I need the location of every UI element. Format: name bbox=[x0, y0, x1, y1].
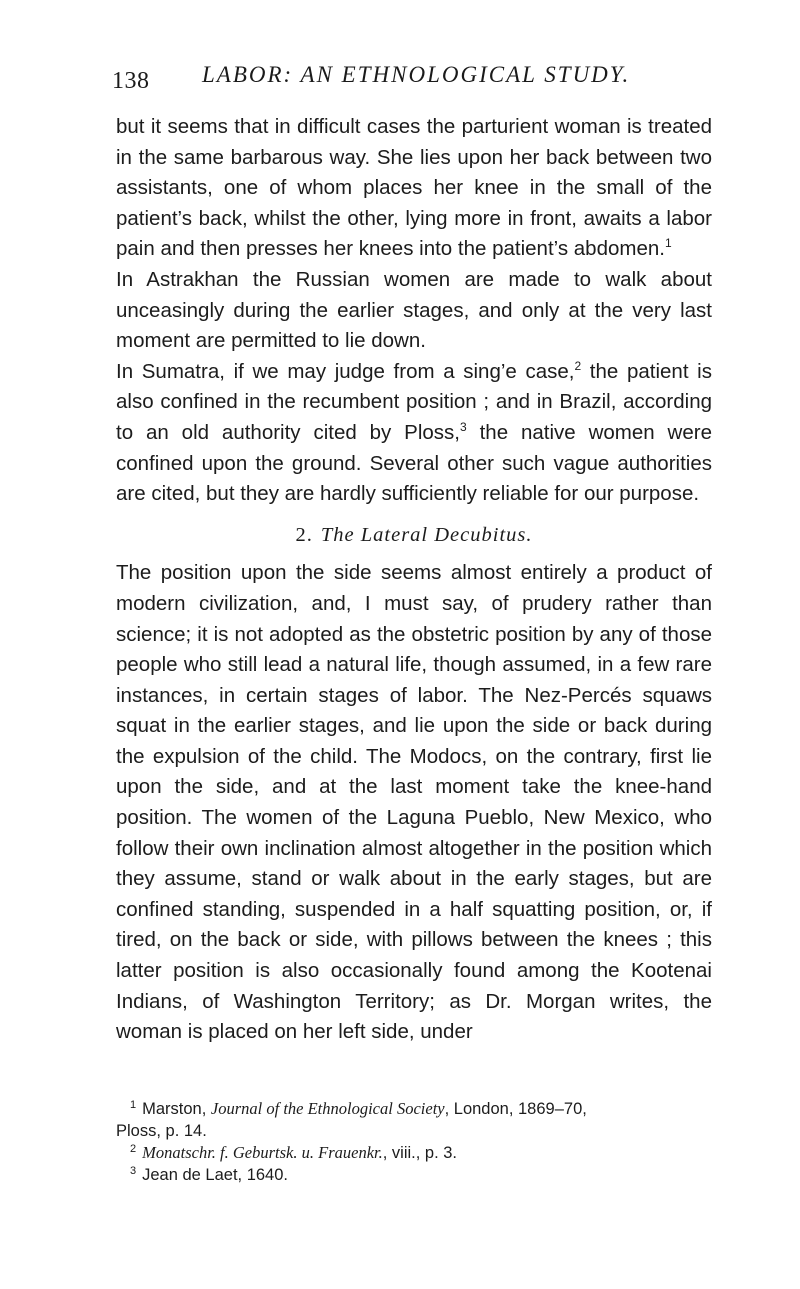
paragraph-4: The position upon the side seems almost entirely a product of modern civilization, and, I must say, of prudery rather than science; it is not adopted as the obstetric position by any of those people who still lead a natural life, though assumed, in a few rare instances, in certain stages of labor. The Nez-Percés squaws squat in the earlier stages, and lie upon the side or back during the expulsion of the child. The Modocs, on the contrary, first lie upon the side, and at the last moment take the knee-hand position. The women of the Laguna Pueblo, New Mexico, who follow their own inclination almost altogether in the position which they assume, stand or walk about in the early stages, but are confined standing, suspended in a half squatting position, or, if tired, on the back or side, with pillows between the knees ; this latter position is also occasionally found among the Kootenai Indians, of Washington Territory; as Dr. Morgan writes, the woman is placed on her left side, under bbox=[116, 561, 712, 1044]
footnote-2-journal: Monatschr. f. Geburtsk. u. Frauenkr. bbox=[142, 1143, 383, 1162]
footnote-1-post: , London, 1869–70, bbox=[444, 1100, 587, 1118]
footnote-mark-3: 3 bbox=[130, 1165, 137, 1177]
footnote-3 bbox=[116, 1164, 712, 1186]
footnote-ref-2: 2 bbox=[574, 358, 582, 373]
footnote-mark-1: 1 bbox=[130, 1099, 137, 1111]
footnote-ref-3: 3 bbox=[460, 419, 467, 434]
footnote-3-text: Jean de Laet, 1640. bbox=[142, 1166, 288, 1184]
footnote-2 bbox=[116, 1142, 712, 1164]
paragraph-3-text-a: In Sumatra, if we may judge from a sing’e case, bbox=[116, 359, 575, 383]
footnote-ref-1: 1 bbox=[664, 236, 672, 251]
footnote-1-journal: Journal of the Ethnological Society bbox=[210, 1099, 445, 1118]
section-title: The Lateral Decubitus. bbox=[320, 523, 533, 546]
paragraph-2: In Astrakhan the Russian women are made to walk about unceasingly during the earlier stages, and only at the very last moment are permitted to lie down. bbox=[116, 267, 712, 353]
paragraph-1-text: but it seems that in difficult cases the parturient woman is treated in the same barbarous way. She lies upon her back between two assistants, one of whom places her knee in the small of the patient’s back, whilst the other, lying more in front, awaits a labor pain and then presses her knees into the patient’s abdomen. bbox=[116, 115, 712, 261]
body-text bbox=[116, 112, 712, 1048]
footnote-1-continued: Ploss, p. 14. bbox=[116, 1122, 207, 1140]
section-number: 2. bbox=[295, 523, 313, 546]
footnote-mark-2: 2 bbox=[130, 1143, 137, 1155]
paragraph-3-text-c: the native women were confined upon the ground. Several other such vague authorities are cited, but they are hardly sufficiently reliable for our purpose. bbox=[116, 420, 712, 506]
paragraph-3-text-b: the patient is also confined in the recumbent position ; and in Brazil, according to an old authority cited by Ploss, bbox=[116, 359, 712, 444]
footnote-1 bbox=[116, 1098, 712, 1120]
paragraph-1 bbox=[116, 112, 712, 265]
page-header bbox=[112, 62, 712, 102]
footnote-1-pre: Marston, bbox=[142, 1100, 211, 1118]
section-heading bbox=[116, 520, 712, 551]
page-number: 138 bbox=[112, 68, 150, 94]
footnote-2-post: , viii., p. 3. bbox=[382, 1144, 458, 1162]
paragraph-3 bbox=[116, 357, 712, 510]
running-title: LABOR: AN ETHNOLOGICAL STUDY. bbox=[202, 62, 631, 87]
footnotes bbox=[116, 1098, 712, 1186]
